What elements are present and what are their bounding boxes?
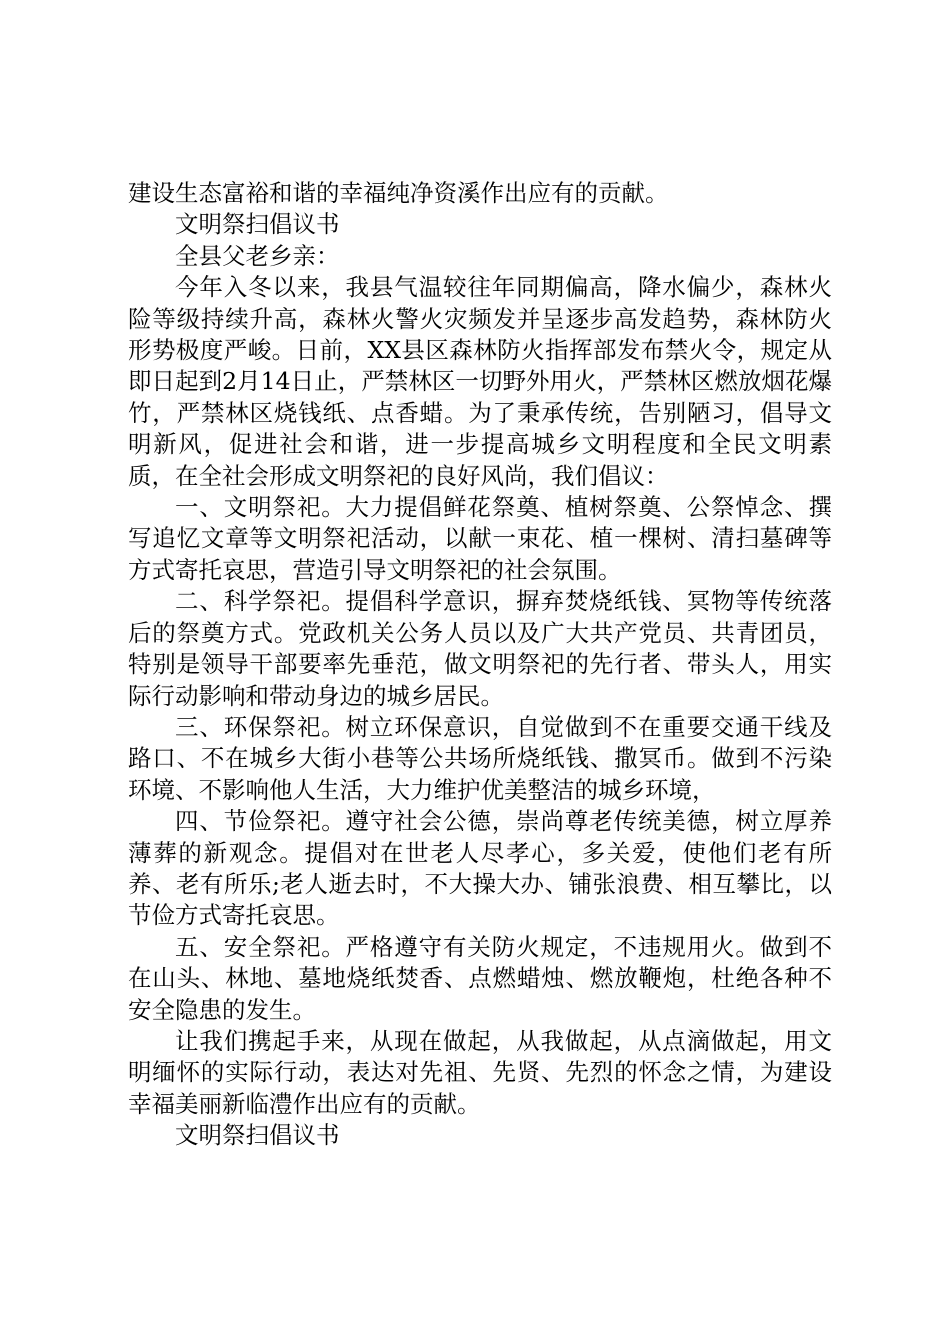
paragraph-item-2: 二、科学祭祀。提倡科学意识，摒弃焚烧纸钱、冥物等传统落后的祭奠方式。党政机关公务人员以及广大共产党员、共青团员，特别是领导干部要率先垂范，做文明祭祀的先行者、带头人，用实际行动影响和带动身边的城乡居民。 bbox=[128, 587, 832, 710]
paragraph-intro: 今年入冬以来，我县气温较往年同期偏高，降水偏少，森林火险等级持续升高，森林火警火灾频发并呈逐步高发趋势，森林防火形势极度严峻。日前，XX县区森林防火指挥部发布禁火令，规定从即日起到2月14日止，严禁林区一切野外用火，严禁林区燃放烟花爆竹，严禁林区烧钱纸、点香蜡。为了秉承传统，告别陋习，倡导文明新风，促进社会和谐，进一步提高城乡文明程度和全民文明素质，在全社会形成文明祭祀的良好风尚，我们倡议： bbox=[128, 273, 832, 490]
document-body bbox=[128, 178, 832, 1152]
paragraph-item-3: 三、环保祭祀。树立环保意识，自觉做到不在重要交通干线及路口、不在城乡大街小巷等公共场所烧纸钱、撒冥币。做到不污染环境、不影响他人生活，大力维护优美整洁的城乡环境， bbox=[128, 712, 832, 804]
paragraph-continuation: 建设生态富裕和谐的幸福纯净资溪作出应有的贡献。 bbox=[128, 179, 669, 207]
section-title: 文明祭扫倡议书 bbox=[175, 210, 340, 239]
salutation: 全县父老乡亲： bbox=[175, 241, 340, 270]
paragraph-item-4: 四、节俭祭祀。遵守社会公德，崇尚尊老传统美德，树立厚养薄葬的新观念。提倡对在世老人尽孝心，多关爱，使他们老有所养、老有所乐;老人逝去时，不大操大办、铺张浪费、相互攀比，以节俭方式寄托哀思。 bbox=[128, 807, 832, 930]
paragraph-closing: 让我们携起手来，从现在做起，从我做起，从点滴做起，用文明缅怀的实际行动，表达对先祖、先贤、先烈的怀念之情，为建设幸福美丽新临澧作出应有的贡献。 bbox=[128, 1026, 832, 1118]
paragraph-item-5: 五、安全祭祀。严格遵守有关防火规定，不违规用火。做到不在山头、林地、墓地烧纸焚香、点燃蜡烛、燃放鞭炮，杜绝各种不安全隐患的发生。 bbox=[128, 932, 832, 1024]
paragraph-item-1: 一、文明祭祀。大力提倡鲜花祭奠、植树祭奠、公祭悼念、撰写追忆文章等文明祭祀活动，以献一束花、植一棵树、清扫墓碑等方式寄托哀思，营造引导文明祭祀的社会氛围。 bbox=[128, 493, 832, 584]
section-title-repeat: 文明祭扫倡议书 bbox=[175, 1121, 340, 1150]
